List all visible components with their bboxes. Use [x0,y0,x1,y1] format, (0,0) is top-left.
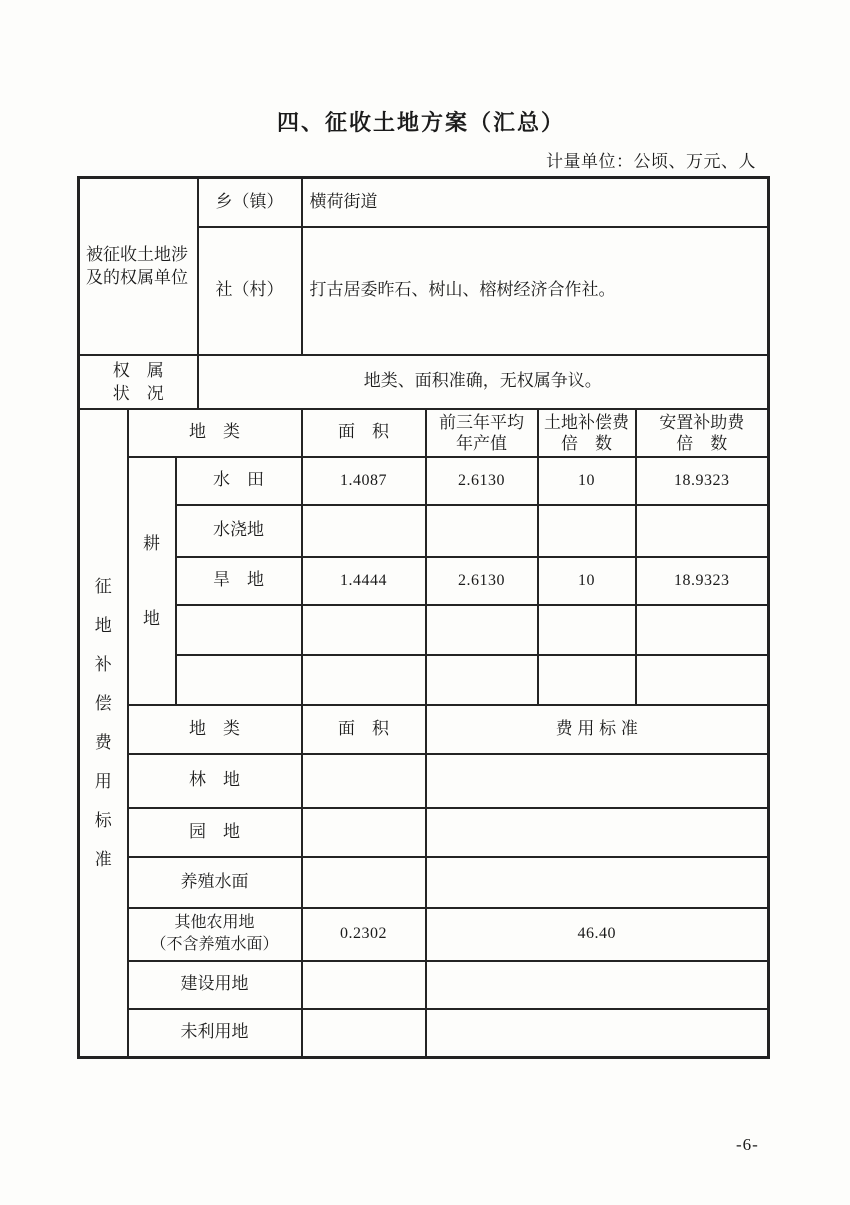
header-resettle-multiple: 安置补助费 倍 数 [636,409,769,457]
area-cell [302,1009,426,1058]
ownership-unit-label-line1: 被征收土地涉 [86,245,188,265]
fee-cell [426,857,769,908]
tenure-status-label-line2: 状 况 [112,383,164,403]
header-land-comp-multiple: 土地补偿费 倍 数 [538,409,636,457]
village-value: 打古居委昨石、树山、榕树经济合作社。 [302,227,769,355]
land-type-cell: 养殖水面 [128,857,302,908]
ownership-unit-label-line2: 及的权属单位 [86,268,188,288]
tenure-status-label [79,355,198,409]
area-cell: 1.4087 [302,457,426,505]
area-cell [302,857,426,908]
area-cell [302,505,426,557]
compensation-side-label: 征地补偿费用标准 [79,409,128,1058]
resettle-multiple-cell [636,655,769,705]
fee-cell [426,754,769,808]
resettle-multiple-cell: 18.9323 [636,457,769,505]
land-type-cell: 水 田 [176,457,302,505]
output-cell: 2.6130 [426,557,538,605]
header-area: 面 积 [302,409,426,457]
header2-land-type: 地 类 [128,705,302,754]
land-type-cell: 建设用地 [128,961,302,1009]
tenure-status-value: 地类、面积准确，无权属争议。 [198,355,769,409]
land-multiple-cell [538,605,636,655]
header-avg-output: 前三年平均 年产值 [426,409,538,457]
land-multiple-cell: 10 [538,557,636,605]
header-land-type: 地 类 [128,409,302,457]
output-cell [426,655,538,705]
resettle-multiple-cell [636,605,769,655]
area-cell [302,605,426,655]
resettle-multiple-cell [636,505,769,557]
fee-cell: 46.40 [426,908,769,961]
tenure-status-label-line1: 权 属 [112,360,164,380]
land-type-cell: 林 地 [128,754,302,808]
fee-cell [426,1009,769,1058]
document-title: 四、征收土地方案（汇总） [276,110,565,135]
header2-area: 面 积 [302,705,426,754]
area-cell [302,961,426,1009]
township-row-label: 乡（镇） [198,178,302,227]
ownership-unit-label [79,178,198,355]
output-cell [426,505,538,557]
fee-cell [426,961,769,1009]
header2-fee-standard: 费 用 标 准 [426,705,769,754]
area-cell: 1.4444 [302,557,426,605]
land-type-cell: 园 地 [128,808,302,857]
land-type-cell [176,605,302,655]
output-cell: 2.6130 [426,457,538,505]
land-type-cell: 旱 地 [176,557,302,605]
township-value: 横荷街道 [302,178,769,227]
land-acquisition-table [77,176,770,1059]
village-row-label: 社（村） [198,227,302,355]
land-multiple-cell [538,655,636,705]
resettle-multiple-cell: 18.9323 [636,557,769,605]
cultivated-group-label: 耕地 [128,457,176,705]
output-cell [426,605,538,655]
area-cell: 0.2302 [302,908,426,961]
land-multiple-cell [538,505,636,557]
fee-cell [426,808,769,857]
land-type-cell [176,655,302,705]
land-multiple-cell: 10 [538,457,636,505]
area-cell [302,655,426,705]
area-cell [302,754,426,808]
land-type-cell: 其他农用地 （不含养殖水面） [128,908,302,961]
page-number: -6- [736,1135,759,1154]
measurement-unit-note: 计量单位：公顷、万元、人 [546,152,756,171]
land-type-cell: 水浇地 [176,505,302,557]
area-cell [302,808,426,857]
land-type-cell: 未利用地 [128,1009,302,1058]
